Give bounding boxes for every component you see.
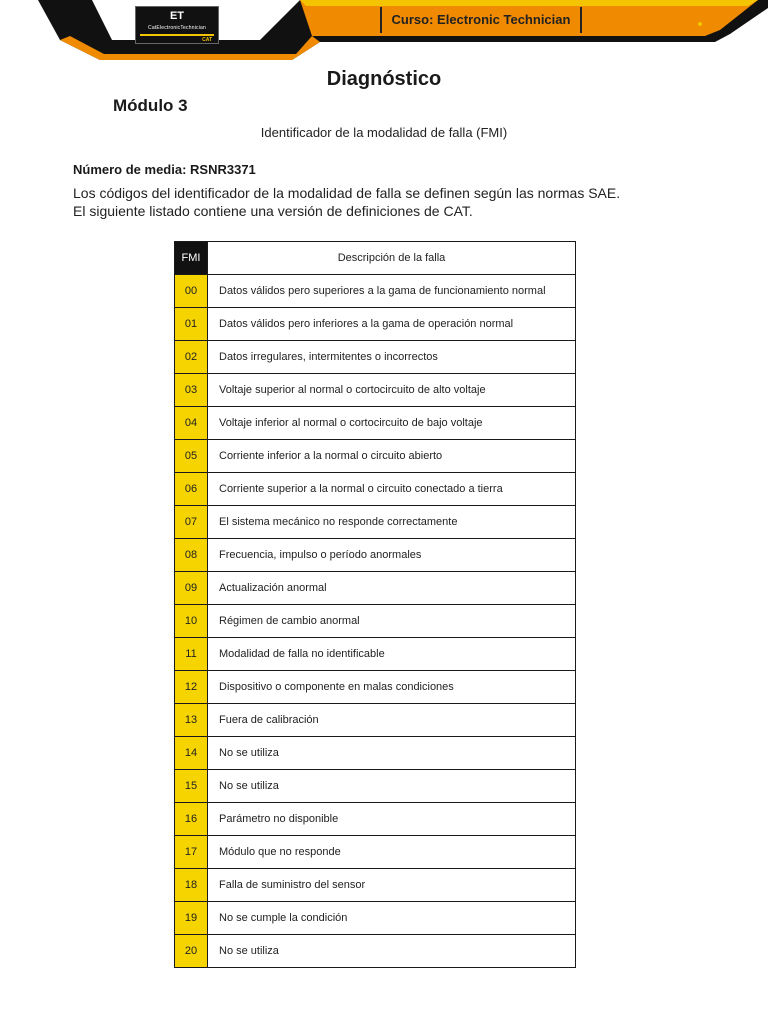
fmi-code-cell: 02 bbox=[175, 341, 208, 374]
fmi-description-cell: El sistema mecánico no responde correctamente bbox=[208, 506, 576, 539]
fmi-code-cell: 13 bbox=[175, 704, 208, 737]
fmi-description-cell: Datos válidos pero superiores a la gama de funcionamiento normal bbox=[208, 275, 576, 308]
fmi-code-cell: 08 bbox=[175, 539, 208, 572]
fmi-description-cell: No se cumple la condición bbox=[208, 902, 576, 935]
table-row bbox=[175, 275, 576, 308]
fmi-code-cell: 10 bbox=[175, 605, 208, 638]
column-header-fmi: FMI bbox=[175, 242, 208, 275]
fmi-description-cell: Datos válidos pero inferiores a la gama de operación normal bbox=[208, 308, 576, 341]
table-row bbox=[175, 902, 576, 935]
fmi-code-cell: 00 bbox=[175, 275, 208, 308]
fmi-code-cell: 12 bbox=[175, 671, 208, 704]
fmi-code-cell: 17 bbox=[175, 836, 208, 869]
table-row bbox=[175, 836, 576, 869]
table-row bbox=[175, 473, 576, 506]
fmi-code-cell: 04 bbox=[175, 407, 208, 440]
fmi-code-cell: 20 bbox=[175, 935, 208, 968]
fmi-description-cell: Voltaje inferior al normal o cortocircuito de bajo voltaje bbox=[208, 407, 576, 440]
et-logo bbox=[135, 6, 219, 44]
cat-logo: CAT bbox=[202, 37, 212, 43]
fmi-code-cell: 16 bbox=[175, 803, 208, 836]
fmi-code-cell: 05 bbox=[175, 440, 208, 473]
table-header-row bbox=[175, 242, 576, 275]
fmi-description-cell: Fuera de calibración bbox=[208, 704, 576, 737]
fmi-code-cell: 15 bbox=[175, 770, 208, 803]
fmi-description-cell: Parámetro no disponible bbox=[208, 803, 576, 836]
fmi-code-cell: 03 bbox=[175, 374, 208, 407]
table-row bbox=[175, 671, 576, 704]
table-row bbox=[175, 341, 576, 374]
fmi-description-cell: Datos irregulares, intermitentes o incorrectos bbox=[208, 341, 576, 374]
logo-title: ET bbox=[169, 10, 185, 22]
fmi-description-cell: Corriente inferior a la normal o circuito abierto bbox=[208, 440, 576, 473]
fmi-description-cell: Dispositivo o componente en malas condiciones bbox=[208, 671, 576, 704]
table-row bbox=[175, 374, 576, 407]
fmi-description-cell: Régimen de cambio anormal bbox=[208, 605, 576, 638]
media-number: Número de media: RSNR3371 bbox=[73, 162, 256, 177]
fmi-code-cell: 18 bbox=[175, 869, 208, 902]
table-row bbox=[175, 539, 576, 572]
table-row bbox=[175, 440, 576, 473]
table-row bbox=[175, 737, 576, 770]
table-row bbox=[175, 869, 576, 902]
logo-divider bbox=[140, 34, 214, 36]
fmi-code-cell: 06 bbox=[175, 473, 208, 506]
fmi-description-cell: No se utiliza bbox=[208, 737, 576, 770]
fmi-description-cell: Corriente superior a la normal o circuito conectado a tierra bbox=[208, 473, 576, 506]
intro-line-2: El siguiente listado contiene una versión de definiciones de CAT. bbox=[73, 203, 473, 219]
fmi-description-cell: Actualización anormal bbox=[208, 572, 576, 605]
table-row bbox=[175, 704, 576, 737]
fmi-description-cell: Frecuencia, impulso o período anormales bbox=[208, 539, 576, 572]
fmi-description-cell: Voltaje superior al normal o cortocircuito de alto voltaje bbox=[208, 374, 576, 407]
fmi-description-cell: Modalidad de falla no identificable bbox=[208, 638, 576, 671]
fmi-code-cell: 11 bbox=[175, 638, 208, 671]
fmi-description-cell: Módulo que no responde bbox=[208, 836, 576, 869]
header-banner bbox=[0, 0, 768, 62]
column-header-description: Descripción de la falla bbox=[208, 242, 576, 275]
fmi-code-cell: 19 bbox=[175, 902, 208, 935]
fmi-code-cell: 09 bbox=[175, 572, 208, 605]
table-body bbox=[175, 275, 576, 968]
fmi-code-cell: 01 bbox=[175, 308, 208, 341]
course-label: Curso: Electronic Technician bbox=[380, 7, 582, 33]
table-row bbox=[175, 572, 576, 605]
fmi-code-cell: 07 bbox=[175, 506, 208, 539]
table-row bbox=[175, 407, 576, 440]
intro-text bbox=[73, 184, 713, 220]
fmi-description-cell: No se utiliza bbox=[208, 935, 576, 968]
logo-subtitle: CatElectronicTechnician bbox=[148, 25, 206, 31]
table-row bbox=[175, 803, 576, 836]
intro-line-1: Los códigos del identificador de la modalidad de falla se definen según las normas SAE. bbox=[73, 185, 621, 201]
table-row bbox=[175, 935, 576, 968]
fmi-description-cell: No se utiliza bbox=[208, 770, 576, 803]
page-subtitle: Identificador de la modalidad de falla (FMI) bbox=[260, 125, 508, 140]
fmi-table bbox=[174, 241, 576, 968]
module-label: Módulo 3 bbox=[113, 96, 188, 115]
table-row bbox=[175, 506, 576, 539]
fmi-description-cell: Falla de suministro del sensor bbox=[208, 869, 576, 902]
page-title: Diagnóstico bbox=[326, 68, 442, 90]
table-row bbox=[175, 770, 576, 803]
table-row bbox=[175, 605, 576, 638]
table-row bbox=[175, 638, 576, 671]
table-row bbox=[175, 308, 576, 341]
fmi-code-cell: 14 bbox=[175, 737, 208, 770]
